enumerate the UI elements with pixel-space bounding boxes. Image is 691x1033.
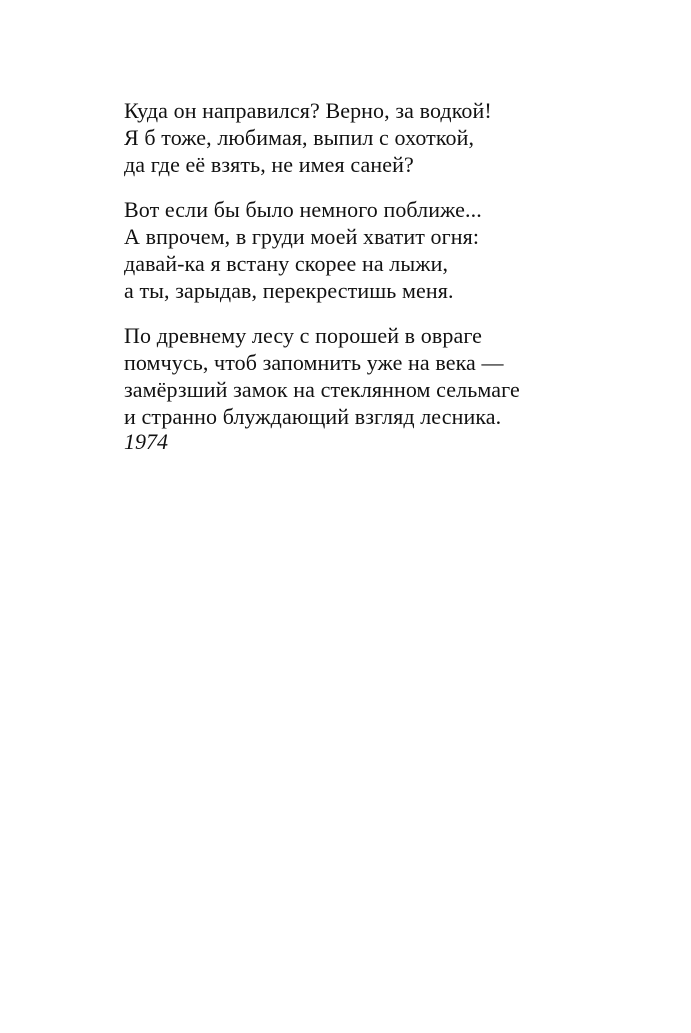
stanza-2 xyxy=(124,196,664,304)
poem-line: помчусь, чтоб запомнить уже на века — xyxy=(124,350,504,375)
poem-body xyxy=(124,97,664,448)
poem-line: Куда он направился? Верно, за водкой! xyxy=(124,98,492,123)
poem-line: замёрзший замок на стеклянном сельмаге xyxy=(124,377,520,402)
poem-date: 1974 xyxy=(124,429,168,454)
poem-line: А впрочем, в груди моей хватит огня: xyxy=(124,224,480,249)
poem-line: По древнему лесу с порошей в овраге xyxy=(124,323,483,348)
poem-line: да где её взять, не имея саней? xyxy=(124,152,414,177)
stanza-3 xyxy=(124,322,664,430)
poem-line: Я б тоже, любимая, выпил с охоткой, xyxy=(124,125,475,150)
poem-line: и странно блуждающий взгляд лесника. xyxy=(124,404,502,429)
poem-line: давай-ка я встану скорее на лыжи, xyxy=(124,251,449,276)
poem-line: а ты, зарыдав, перекрестишь меня. xyxy=(124,278,454,303)
stanza-1 xyxy=(124,97,664,178)
poem-line: Вот если бы было немного поближе... xyxy=(124,197,482,222)
